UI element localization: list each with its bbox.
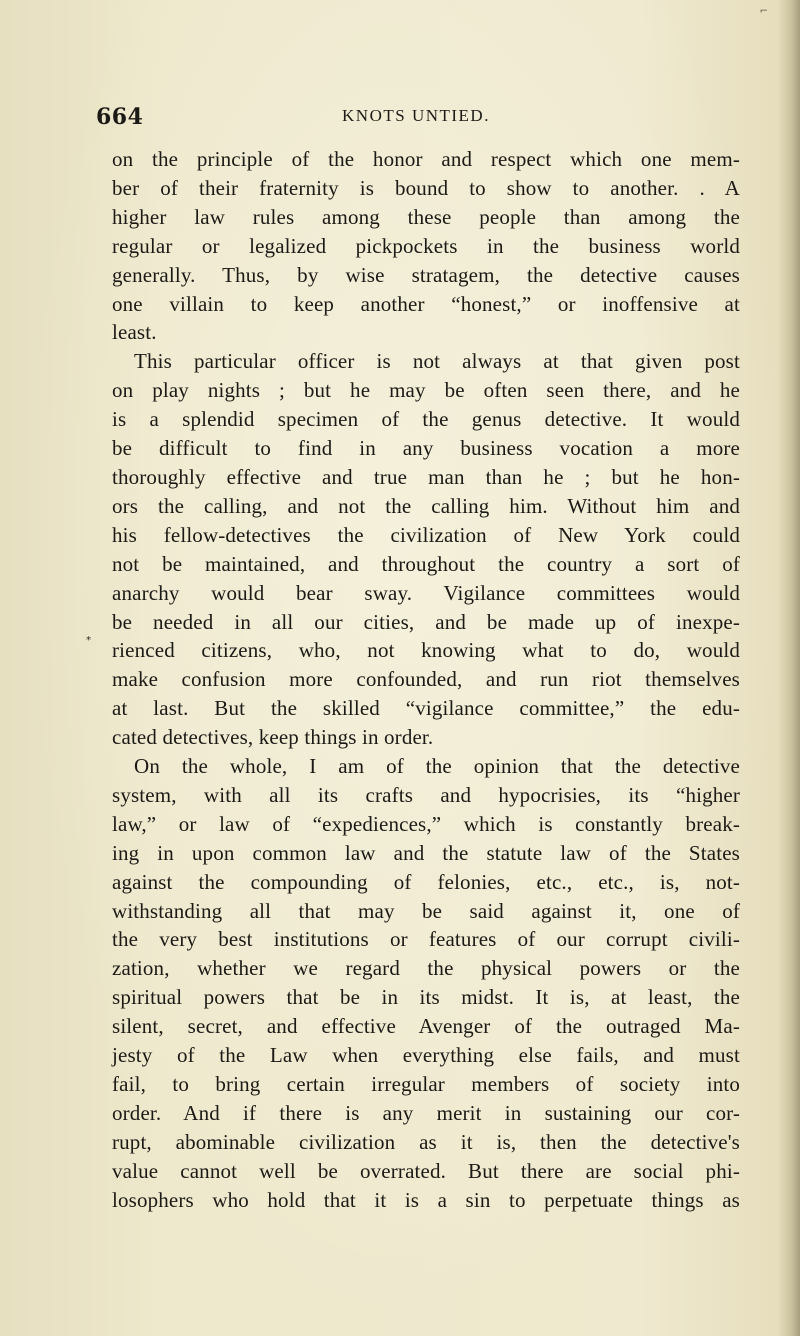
text-line: ing in upon common law and the statute law of the States bbox=[112, 840, 740, 865]
text-line: On the whole, I am of the opinion that the detective bbox=[134, 754, 740, 779]
text-line: silent, secret, and effective Avenger of the outraged Ma- bbox=[112, 1014, 740, 1039]
page-edge-shadow bbox=[778, 0, 800, 1336]
text-line: This particular officer is not always at that given post bbox=[134, 349, 740, 374]
text-line: order. And if there is any merit in sustaining our cor- bbox=[112, 1100, 740, 1125]
text-line: higher law rules among these people than among the bbox=[112, 204, 740, 229]
text-line: on the principle of the honor and respect which one mem- bbox=[112, 147, 740, 171]
running-title: KNOTS UNTIED. bbox=[342, 106, 490, 125]
page-number: 664 bbox=[96, 104, 144, 130]
text-line: zation, whether we regard the physical powers or the bbox=[112, 956, 740, 981]
text-line: at last. But the skilled “vigilance committee,” the edu- bbox=[112, 696, 740, 721]
text-line: be needed in all our cities, and be made up of inexpe- bbox=[112, 609, 740, 634]
text-line: on play nights ; but he may be often seen there, and he bbox=[112, 378, 740, 403]
text-line: regular or legalized pickpockets in the business world bbox=[112, 233, 740, 258]
text-line: value cannot well be overrated. But there are social phi- bbox=[112, 1158, 740, 1183]
text-line: his fellow-detectives the civilization of New York could bbox=[112, 522, 740, 547]
text-line: ors the calling, and not the calling him. Without him and bbox=[112, 493, 740, 518]
text-line: thoroughly effective and true man than he ; but he hon- bbox=[112, 464, 740, 489]
text-line: least. bbox=[112, 320, 157, 345]
text-line: one villain to keep another “honest,” or inoffensive at bbox=[112, 291, 740, 316]
text-line: fail, to bring certain irregular members of society into bbox=[112, 1072, 740, 1096]
text-line: be difficult to find in any business vocation a more bbox=[112, 436, 740, 461]
corner-mark: ⌐ bbox=[759, 6, 768, 17]
text-line: system, with all its crafts and hypocrisies, its “higher bbox=[112, 782, 740, 807]
text-line: is a splendid specimen of the genus detective. It would bbox=[112, 407, 740, 432]
text-line: not be maintained, and throughout the country a sort of bbox=[112, 551, 740, 576]
body-text bbox=[112, 145, 740, 1215]
margin-asterisk: * bbox=[86, 635, 91, 646]
text-line: against the compounding of felonies, etc., etc., is, not- bbox=[112, 869, 740, 894]
text-line: rupt, abominable civilization as it is, then the detective's bbox=[112, 1129, 740, 1154]
text-line: law,” or law of “expediences,” which is constantly break- bbox=[112, 811, 740, 836]
text-line: cated detectives, keep things in order. bbox=[112, 725, 434, 750]
text-line: make confusion more confounded, and run riot themselves bbox=[112, 667, 740, 692]
text-line: anarchy would bear sway. Vigilance committees would bbox=[112, 580, 740, 605]
text-line: losophers who hold that it is a sin to perpetuate things as bbox=[112, 1187, 740, 1212]
text-line: spiritual powers that be in its midst. It is, at least, the bbox=[112, 985, 740, 1010]
text-line: jesty of the Law when everything else fails, and must bbox=[112, 1043, 740, 1068]
running-head bbox=[96, 104, 736, 134]
text-line: withstanding all that may be said against it, one of bbox=[112, 898, 740, 923]
text-line: rienced citizens, who, not knowing what to do, would bbox=[112, 638, 740, 663]
text-line: the very best institutions or features of our corrupt civili- bbox=[112, 927, 740, 952]
text-line: generally. Thus, by wise stratagem, the detective causes bbox=[112, 262, 740, 287]
text-line: ber of their fraternity is bound to show to another. . A bbox=[112, 175, 740, 200]
